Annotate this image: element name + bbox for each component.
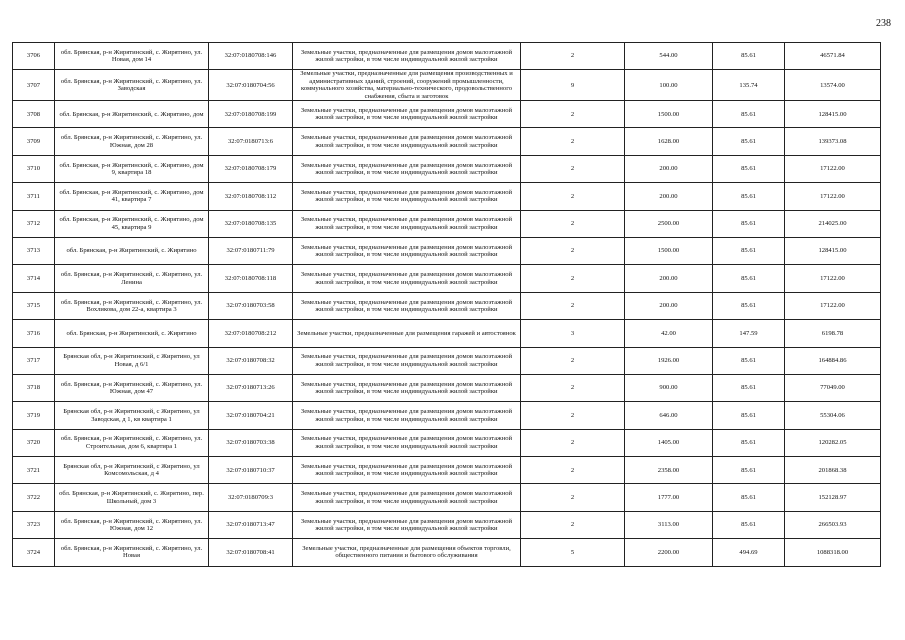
- cadastral-value-cell: 152128.97: [785, 484, 881, 511]
- cadastral-number-cell: 32:07:0180708:32: [209, 347, 293, 374]
- row-number: 3711: [13, 183, 55, 210]
- cadastral-value-cell: 214025.00: [785, 210, 881, 237]
- group-cell: 2: [521, 101, 625, 128]
- land-use-cell: Земельные участки, предназначенные для размещения производственных и административных зданий, строений, сооружений промышленности, коммунального хозяйства, материально-технического, продовольственного снабжения, сбыта и заготовок: [293, 70, 521, 101]
- row-number: 3719: [13, 402, 55, 429]
- cadastral-value-cell: 128415.00: [785, 101, 881, 128]
- land-use-cell: Земельные участки, предназначенные для размещения домов малоэтажной жилой застройки, в том числе индивидуальной жилой застройки: [293, 457, 521, 484]
- specific-value-cell: 85.61: [713, 237, 785, 264]
- cadastral-number-cell: 32:07:0180708:146: [209, 43, 293, 70]
- cadastral-value-cell: 201868.38: [785, 457, 881, 484]
- cadastral-number-cell: 32:07:0180704:21: [209, 402, 293, 429]
- area-cell: 200.00: [625, 292, 713, 319]
- row-number: 3722: [13, 484, 55, 511]
- table-row: [13, 484, 881, 511]
- specific-value-cell: 85.61: [713, 402, 785, 429]
- specific-value-cell: 85.61: [713, 347, 785, 374]
- area-cell: 200.00: [625, 155, 713, 182]
- row-number: 3712: [13, 210, 55, 237]
- table-row: [13, 101, 881, 128]
- address-cell: обл. Брянская, р-н Жирятинский, с. Жирятино, ул. Строительная, дом 6, квартира 1: [55, 429, 209, 456]
- page-number: 238: [876, 18, 891, 29]
- address-cell: обл. Брянская, р-н Жирятинский, с. Жирятино, дом 45, квартира 9: [55, 210, 209, 237]
- group-cell: 3: [521, 320, 625, 347]
- area-cell: 42.00: [625, 320, 713, 347]
- table-row: [13, 511, 881, 538]
- address-cell: обл. Брянская, р-н Жирятинский, с. Жирятино, ул. Ленина: [55, 265, 209, 292]
- area-cell: 2500.00: [625, 210, 713, 237]
- cadastral-number-cell: 32:07:0180708:135: [209, 210, 293, 237]
- row-number: 3723: [13, 511, 55, 538]
- table-row: [13, 237, 881, 264]
- cadastral-number-cell: 32:07:0180713:47: [209, 511, 293, 538]
- area-cell: 2358.00: [625, 457, 713, 484]
- cadastral-value-cell: 46571.84: [785, 43, 881, 70]
- area-cell: 1777.00: [625, 484, 713, 511]
- group-cell: 2: [521, 183, 625, 210]
- land-use-cell: Земельные участки, предназначенные для размещения домов малоэтажной жилой застройки, в том числе индивидуальной жилой застройки: [293, 210, 521, 237]
- specific-value-cell: 85.61: [713, 265, 785, 292]
- row-number: 3720: [13, 429, 55, 456]
- address-cell: обл. Брянская, р-н Жирятинский, с. Жирятино: [55, 237, 209, 264]
- row-number: 3709: [13, 128, 55, 155]
- cadastral-number-cell: 32:07:0180703:38: [209, 429, 293, 456]
- specific-value-cell: 147.59: [713, 320, 785, 347]
- area-cell: 1500.00: [625, 101, 713, 128]
- row-number: 3706: [13, 43, 55, 70]
- address-cell: обл. Брянская, р-н Жирятинский, с. Жирятино, ул. Южная, дом 12: [55, 511, 209, 538]
- row-number: 3708: [13, 101, 55, 128]
- row-number: 3721: [13, 457, 55, 484]
- specific-value-cell: 85.61: [713, 101, 785, 128]
- table-row: [13, 210, 881, 237]
- group-cell: 2: [521, 484, 625, 511]
- cadastral-value-cell: 1088318.00: [785, 539, 881, 566]
- area-cell: 1926.00: [625, 347, 713, 374]
- row-number: 3724: [13, 539, 55, 566]
- cadastral-number-cell: 32:07:0180708:199: [209, 101, 293, 128]
- specific-value-cell: 135.74: [713, 70, 785, 101]
- address-cell: обл. Брянская, р-н Жирятинский, с. Жирятино, ул. Южная, дом 28: [55, 128, 209, 155]
- cadastral-number-cell: 32:07:0180703:58: [209, 292, 293, 319]
- land-use-cell: Земельные участки, предназначенные для размещения домов малоэтажной жилой застройки, в том числе индивидуальной жилой застройки: [293, 429, 521, 456]
- area-cell: 3113.00: [625, 511, 713, 538]
- group-cell: 2: [521, 292, 625, 319]
- table-row: [13, 402, 881, 429]
- group-cell: 2: [521, 43, 625, 70]
- specific-value-cell: 85.61: [713, 374, 785, 401]
- cadastral-number-cell: 32:07:0180710:37: [209, 457, 293, 484]
- land-use-cell: Земельные участки, предназначенные для размещения домов малоэтажной жилой застройки, в том числе индивидуальной жилой застройки: [293, 43, 521, 70]
- group-cell: 2: [521, 457, 625, 484]
- address-cell: обл. Брянская, р-н Жирятинский, с. Жирятино, ул. Южная, дом 47: [55, 374, 209, 401]
- group-cell: 2: [521, 210, 625, 237]
- table-row: [13, 128, 881, 155]
- cadastral-number-cell: 32:07:0180708:41: [209, 539, 293, 566]
- table-row: [13, 320, 881, 347]
- land-use-cell: Земельные участки, предназначенные для размещения домов малоэтажной жилой застройки, в том числе индивидуальной жилой застройки: [293, 101, 521, 128]
- group-cell: 2: [521, 128, 625, 155]
- group-cell: 2: [521, 237, 625, 264]
- address-cell: обл. Брянская, р-н Жирятинский, с. Жирятино, ул. Вохликова, дом 22-а, квартира 3: [55, 292, 209, 319]
- area-cell: 1500.00: [625, 237, 713, 264]
- address-cell: обл. Брянская, р-н Жирятинский, с. Жирятино, дом 41, квартира 7: [55, 183, 209, 210]
- cadastral-number-cell: 32:07:0180704:56: [209, 70, 293, 101]
- address-cell: обл. Брянская, р-н Жирятинский, с. Жирятино, дом: [55, 101, 209, 128]
- specific-value-cell: 85.61: [713, 183, 785, 210]
- cadastral-value-cell: 17122.00: [785, 292, 881, 319]
- group-cell: 2: [521, 265, 625, 292]
- specific-value-cell: 85.61: [713, 128, 785, 155]
- land-use-cell: Земельные участки, предназначенные для размещения домов малоэтажной жилой застройки, в том числе индивидуальной жилой застройки: [293, 292, 521, 319]
- land-use-cell: Земельные участки, предназначенные для размещения домов малоэтажной жилой застройки, в том числе индивидуальной жилой застройки: [293, 347, 521, 374]
- specific-value-cell: 85.61: [713, 292, 785, 319]
- land-use-cell: Земельные участки, предназначенные для размещения домов малоэтажной жилой застройки, в том числе индивидуальной жилой застройки: [293, 155, 521, 182]
- cadastral-value-cell: 139373.08: [785, 128, 881, 155]
- address-cell: обл. Брянская, р-н Жирятинский, с. Жирятино, ул. Заводская: [55, 70, 209, 101]
- table-row: [13, 374, 881, 401]
- group-cell: 2: [521, 511, 625, 538]
- cadastral-number-cell: 32:07:0180709:3: [209, 484, 293, 511]
- row-number: 3714: [13, 265, 55, 292]
- area-cell: 200.00: [625, 265, 713, 292]
- table-row: [13, 347, 881, 374]
- cadastral-value-cell: 17122.00: [785, 183, 881, 210]
- cadastral-number-cell: 32:07:0180711:79: [209, 237, 293, 264]
- table-row: [13, 539, 881, 566]
- specific-value-cell: 85.61: [713, 429, 785, 456]
- specific-value-cell: 85.61: [713, 484, 785, 511]
- address-cell: обл. Брянская, р-н Жирятинский, с. Жирятино, пер. Школьный, дом 3: [55, 484, 209, 511]
- address-cell: Брянская обл, р-н Жирятинский, с Жирятино, ул Заводская, д 1, кв квартира 1: [55, 402, 209, 429]
- table-row: [13, 265, 881, 292]
- area-cell: 2200.00: [625, 539, 713, 566]
- group-cell: 2: [521, 374, 625, 401]
- cadastral-number-cell: 32:07:0180708:118: [209, 265, 293, 292]
- area-cell: 900.00: [625, 374, 713, 401]
- row-number: 3718: [13, 374, 55, 401]
- cadastral-number-cell: 32:07:0180708:212: [209, 320, 293, 347]
- table-row: [13, 155, 881, 182]
- address-cell: Брянская обл, р-н Жирятинский, с Жирятино, ул Новая, д 6/1: [55, 347, 209, 374]
- address-cell: обл. Брянская, р-н Жирятинский, с. Жирятино, ул. Новая: [55, 539, 209, 566]
- row-number: 3713: [13, 237, 55, 264]
- land-use-cell: Земельные участки, предназначенные для размещения домов малоэтажной жилой застройки, в том числе индивидуальной жилой застройки: [293, 374, 521, 401]
- specific-value-cell: 85.61: [713, 457, 785, 484]
- specific-value-cell: 85.61: [713, 210, 785, 237]
- specific-value-cell: 85.61: [713, 155, 785, 182]
- group-cell: 5: [521, 539, 625, 566]
- area-cell: 544.00: [625, 43, 713, 70]
- group-cell: 2: [521, 429, 625, 456]
- land-use-cell: Земельные участки, предназначенные для размещения домов малоэтажной жилой застройки, в том числе индивидуальной жилой застройки: [293, 183, 521, 210]
- row-number: 3707: [13, 70, 55, 101]
- cadastral-value-cell: 77049.00: [785, 374, 881, 401]
- row-number: 3716: [13, 320, 55, 347]
- land-use-cell: Земельные участки, предназначенные для размещения гаражей и автостоянок: [293, 320, 521, 347]
- cadastral-value-cell: 17122.00: [785, 155, 881, 182]
- cadastral-value-cell: 13574.00: [785, 70, 881, 101]
- cadastral-value-cell: 128415.00: [785, 237, 881, 264]
- row-number: 3710: [13, 155, 55, 182]
- table-row: [13, 183, 881, 210]
- registry-body: [13, 43, 881, 567]
- specific-value-cell: 494.69: [713, 539, 785, 566]
- row-number: 3715: [13, 292, 55, 319]
- land-use-cell: Земельные участки, предназначенные для размещения домов малоэтажной жилой застройки, в том числе индивидуальной жилой застройки: [293, 511, 521, 538]
- area-cell: 100.00: [625, 70, 713, 101]
- land-registry-table: [12, 42, 881, 567]
- area-cell: 1628.00: [625, 128, 713, 155]
- address-cell: обл. Брянская, р-н Жирятинский, с. Жирятино, дом 9, квартира 18: [55, 155, 209, 182]
- cadastral-value-cell: 17122.00: [785, 265, 881, 292]
- land-use-cell: Земельные участки, предназначенные для размещения объектов торговли, общественного питания и бытового обслуживания: [293, 539, 521, 566]
- group-cell: 2: [521, 155, 625, 182]
- specific-value-cell: 85.61: [713, 43, 785, 70]
- group-cell: 9: [521, 70, 625, 101]
- row-number: 3717: [13, 347, 55, 374]
- cadastral-value-cell: 164884.86: [785, 347, 881, 374]
- address-cell: Брянская обл, р-н Жирятинский, с Жирятино, ул Комсомольская, д 4: [55, 457, 209, 484]
- cadastral-number-cell: 32:07:0180708:112: [209, 183, 293, 210]
- cadastral-number-cell: 32:07:0180713:26: [209, 374, 293, 401]
- land-use-cell: Земельные участки, предназначенные для размещения домов малоэтажной жилой застройки, в том числе индивидуальной жилой застройки: [293, 402, 521, 429]
- group-cell: 2: [521, 402, 625, 429]
- cadastral-number-cell: 32:07:0180713:6: [209, 128, 293, 155]
- land-use-cell: Земельные участки, предназначенные для размещения домов малоэтажной жилой застройки, в том числе индивидуальной жилой застройки: [293, 237, 521, 264]
- cadastral-value-cell: 266503.93: [785, 511, 881, 538]
- land-use-cell: Земельные участки, предназначенные для размещения домов малоэтажной жилой застройки, в том числе индивидуальной жилой застройки: [293, 484, 521, 511]
- table-row: [13, 292, 881, 319]
- cadastral-number-cell: 32:07:0180708:179: [209, 155, 293, 182]
- group-cell: 2: [521, 347, 625, 374]
- area-cell: 1405.00: [625, 429, 713, 456]
- address-cell: обл. Брянская, р-н Жирятинский, с. Жирятино, ул. Новая, дом 14: [55, 43, 209, 70]
- table-row: [13, 429, 881, 456]
- address-cell: обл. Брянская, р-н Жирятинский, с. Жирятино: [55, 320, 209, 347]
- table-row: [13, 43, 881, 70]
- cadastral-value-cell: 6198.78: [785, 320, 881, 347]
- specific-value-cell: 85.61: [713, 511, 785, 538]
- cadastral-value-cell: 120282.05: [785, 429, 881, 456]
- cadastral-value-cell: 55304.06: [785, 402, 881, 429]
- area-cell: 646.00: [625, 402, 713, 429]
- table-row: [13, 70, 881, 101]
- land-use-cell: Земельные участки, предназначенные для размещения домов малоэтажной жилой застройки, в том числе индивидуальной жилой застройки: [293, 128, 521, 155]
- table-row: [13, 457, 881, 484]
- land-use-cell: Земельные участки, предназначенные для размещения домов малоэтажной жилой застройки, в том числе индивидуальной жилой застройки: [293, 265, 521, 292]
- area-cell: 200.00: [625, 183, 713, 210]
